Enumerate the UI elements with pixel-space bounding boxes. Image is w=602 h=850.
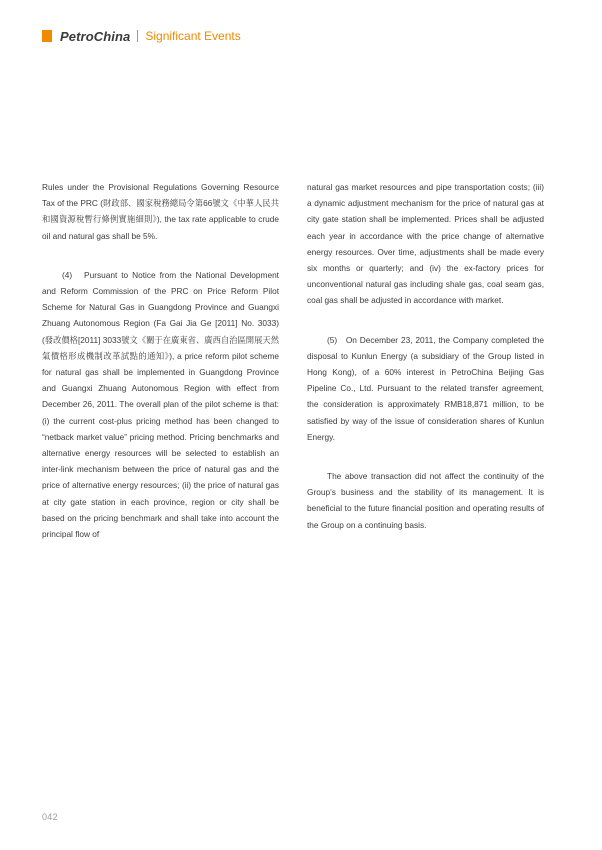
right-paragraph-2: (5) On December 23, 2011, the Company completed the disposal to Kunlun Energy (a subsidiary of the Group listed in Hong Kong), of a 60% interest in PetroChina Beijing Gas Pipeline Co., Ltd. Pursuant to the related transfer agreement, the consideration is approximately RMB18,871 million, to be satisfied by way of the issue of consideration shares of Kunlun Energy.: [307, 334, 544, 442]
brand-logo-square: [42, 30, 52, 42]
left-paragraph-2: (4) Pursuant to Notice from the National Development and Reform Commission of the PRC on Price Reform Pilot Scheme for Natural Gas in Guangdong Province and Guangxi Zhuang Autonomous Region (Fa Gai Jia Ge [2011] No. 3033) (發改價格[2011] 3033號文《關于在廣東省、廣西自治區開展天然氣價格形成機制改革試點的通知》), a price reform pilot scheme for natural gas shall be implemented in Guangdong Province and Guangxi Zhuang Autonomous Region with effect from December 26, 2011. The overall plan of the pilot scheme is that: (i) the current cost-plus pricing method has been changed to “netback market value” pricing method. Pricing benchmarks and alternative energy resources will be selected to establish an inter-link mechanism between the price of natural gas and the price of alternative energy resources; (ii) the price of natural gas at city gate station in each province, region or city shall be based on the pricing benchmark and shall take into account the principal flow of: [42, 269, 279, 540]
left-paragraph-1: Rules under the Provisional Regulations Governing Resource Tax of the PRC (財政部、國家稅務總局令第66號文《中華人民共和國資源稅暫行條例實施細則》), the tax rate applicable to crude oil and natural gas shall be 5%.: [42, 182, 279, 241]
page-number: 042: [42, 812, 58, 822]
brand-name: PetroChina: [60, 28, 131, 44]
right-paragraph-1: natural gas market resources and pipe transportation costs; (iii) a dynamic adjustment mechanism for the price of natural gas at city gate station shall be implemented. Prices shall be adjusted each year in accordance with the price change of alternative energy resources. Over time, adjustments shall be made every six months or quarterly; and (iv) the ex-factory prices for unconventional natural gas including shale gas, coal seam gas, coal gas shall be adjusted in accordance with market.: [307, 182, 544, 306]
header-divider: [137, 30, 138, 42]
left-text-column: [42, 179, 279, 542]
page-header: [42, 27, 241, 45]
right-paragraph-3: The above transaction did not affect the continuity of the Group’s business and the stability of its management. It is beneficial to the future financial position and operating results of the Group on a continuing basis.: [307, 471, 544, 530]
section-title: Significant Events: [145, 29, 241, 43]
right-text-column: [307, 179, 544, 533]
